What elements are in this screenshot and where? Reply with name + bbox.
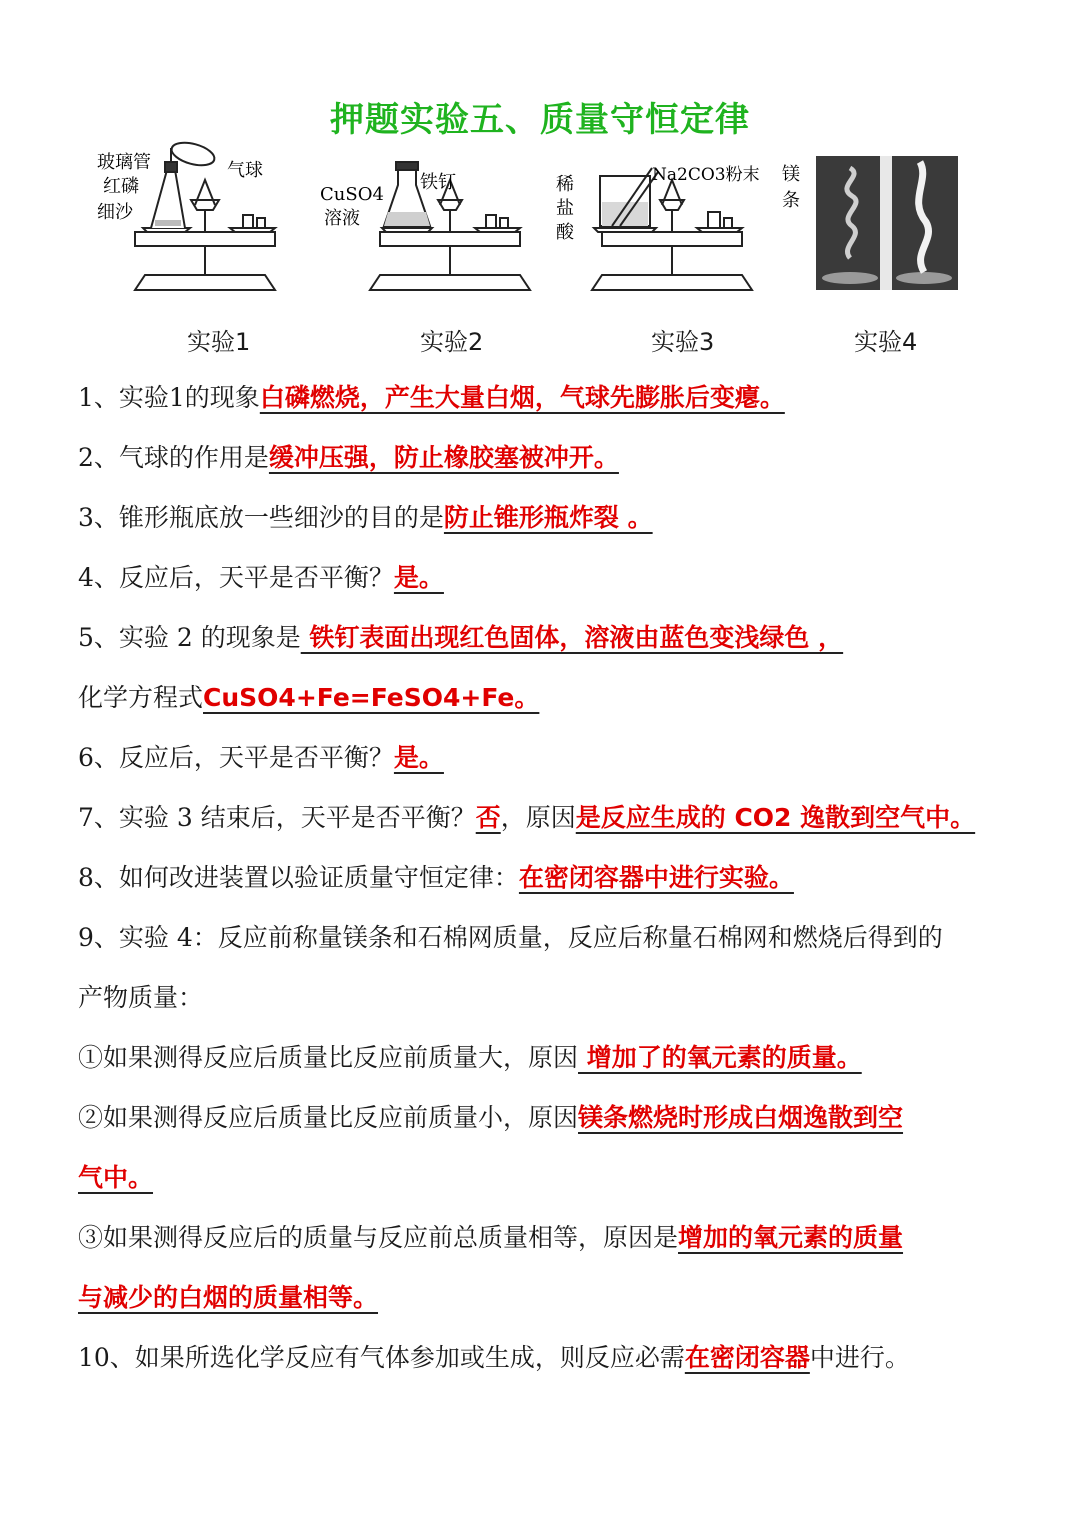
label-cuso4: CuSO4 (320, 184, 384, 205)
question-7: 7、实验 3 结束后，天平是否平衡？否，原因是反应生成的 CO2 逸散到空气中。 (78, 803, 976, 832)
question-1: 1、实验1的现象白磷燃烧，产生大量白烟，气球先膨胀后变瘪。 (78, 383, 785, 412)
answer-3: 防止锥形瓶炸裂 。 (443, 503, 653, 532)
label-iron-nail: 铁钉 (420, 172, 456, 193)
question-9c: ③如果测得反应后的质量与反应前总质量相等，原因是增加的氧元素的质量 (78, 1223, 904, 1252)
answer-7b: 是反应生成的 CO2 逸散到空气中。 (575, 803, 976, 832)
answer-5-equation: CuSO4+Fe=FeSO4+Fe。 (203, 683, 540, 712)
experiment-3-diagram (552, 140, 772, 305)
label-fine-sand: 细沙 (97, 202, 133, 223)
question-9-cont: 产物质量： (78, 983, 204, 1012)
answer-5: 铁钉表面出现红色固体，溶液由蓝色变浅绿色 ， (300, 623, 844, 652)
question-9: 9、实验 4：反应前称量镁条和石棉网质量，反应后称量石棉网和燃烧后得到的 (78, 923, 943, 952)
figure-captions (0, 322, 1080, 362)
label-red-phosphorus: 红磷 (103, 176, 139, 197)
label-solution: 溶液 (324, 208, 360, 229)
experiment-figures (0, 140, 1080, 310)
label-mg-1: 镁 (782, 164, 800, 185)
label-mg-2: 条 (782, 190, 800, 211)
experiment-2-diagram (320, 140, 540, 305)
question-4: 4、反应后，天平是否平衡？是。 (78, 563, 444, 592)
answer-9b: 镁条燃烧时形成白烟逸散到空 (578, 1103, 904, 1132)
answer-7a: 否 (475, 803, 501, 832)
label-na2co3: Na2CO3粉末 (652, 165, 760, 185)
answer-9b-cont: 气中。 (78, 1163, 154, 1192)
caption-exp4: 实验4 (854, 328, 918, 356)
question-5-equation: 化学方程式CuSO4+Fe=FeSO4+Fe。 (78, 683, 540, 712)
question-9a: ①如果测得反应后质量比反应前质量大，原因 增加了的氧元素的质量。 (78, 1043, 862, 1072)
page-title: 押题实验五、质量守恒定律 (330, 100, 750, 140)
answer-9c-cont: 与减少的白烟的质量相等。 (78, 1283, 379, 1312)
question-10: 10、如果所选化学反应有气体参加或生成，则反应必需在密闭容器中进行。 (78, 1343, 910, 1372)
answer-10: 在密闭容器 (684, 1343, 810, 1372)
label-balloon: 气球 (227, 160, 263, 181)
experiment-4-photo (780, 140, 970, 305)
caption-exp2: 实验2 (420, 328, 484, 356)
label-dilute-1: 稀 (556, 174, 574, 195)
question-3: 3、锥形瓶底放一些细沙的目的是防止锥形瓶炸裂 。 (78, 503, 653, 532)
question-8: 8、如何改进装置以验证质量守恒定律：在密闭容器中进行实验。 (78, 863, 794, 892)
label-glass-tube: 玻璃管 (97, 152, 151, 173)
question-6: 6、反应后，天平是否平衡？是。 (78, 743, 444, 772)
answer-9c: 增加的氧元素的质量 (678, 1223, 904, 1252)
question-9c-cont (78, 1280, 378, 1316)
label-dilute-2: 盐 (556, 198, 574, 219)
answer-4: 是。 (393, 563, 444, 592)
answer-2: 缓冲压强，防止橡胶塞被冲开。 (268, 443, 619, 472)
caption-exp3: 实验3 (651, 328, 715, 356)
answer-1: 白磷燃烧，产生大量白烟，气球先膨胀后变瘪。 (259, 383, 785, 412)
question-5: 5、实验 2 的现象是 铁钉表面出现红色固体，溶液由蓝色变浅绿色 ， (78, 623, 844, 652)
answer-9a: 增加了的氧元素的质量。 (578, 1043, 862, 1072)
label-dilute-3: 酸 (556, 222, 574, 243)
question-9b: ②如果测得反应后质量比反应前质量小，原因镁条燃烧时形成白烟逸散到空 (78, 1103, 904, 1132)
question-2: 2、气球的作用是缓冲压强，防止橡胶塞被冲开。 (78, 443, 619, 472)
caption-exp1: 实验1 (187, 328, 251, 356)
answer-6: 是。 (393, 743, 444, 772)
question-9b-cont (78, 1160, 153, 1196)
answer-8: 在密闭容器中进行实验。 (518, 863, 794, 892)
experiment-1-diagram (95, 140, 315, 305)
